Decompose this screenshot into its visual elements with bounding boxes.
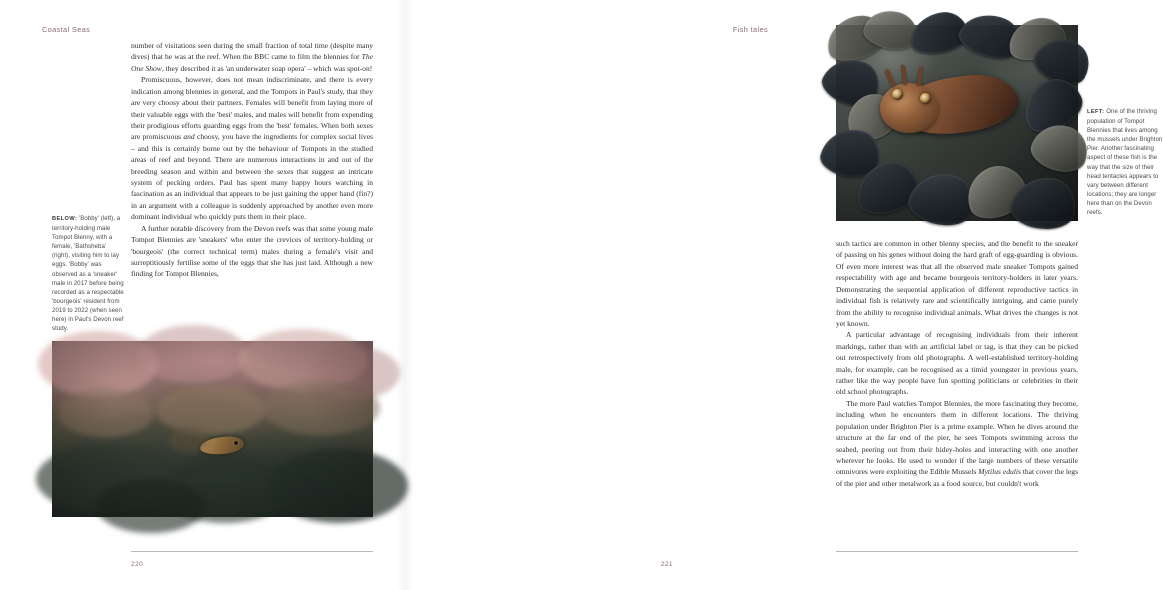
running-head-verso: Coastal Seas [42, 25, 91, 34]
verso-paragraph: number of visitations seen during the small fraction of total time (despite many dives) that he was at the reef. When the BBC came to film the blennies for The One Show, they described it as 'an underwater soap opera' – which was spot-on! [131, 41, 373, 73]
recto-body-text [836, 238, 1078, 489]
verso-body-text [131, 40, 373, 280]
recto-footer-rule [836, 551, 1078, 552]
caption-body: 'Bobby' (left), a territory-holding male Tompot Blenny, with a female, 'Bathsheba' (right), visiting him to lay eggs. 'Bobby' was observed as a 'sneaker' male in 2017 before being recorded as a respectable 'bourgeois' resident from 2019 to 2022 (when seen here) in Paul's Devon reef study. [52, 215, 124, 333]
recto-photo-caption [1087, 107, 1163, 217]
caption-lead-label: LEFT: [1087, 109, 1105, 115]
verso-reef-photograph [52, 341, 373, 517]
recto-blenny-photograph [836, 25, 1078, 221]
recto-paragraph: A particular advantage of recognising individuals from their inherent markings, rather than with an artificial label or tag, is that they can be picked out retrospectively from old photographs. A well-established territory-holding male, for example, can be recognised as a timid youngster in previous years, rather like the way people have fun spotting politicians or celebrities in their old school photographs. [836, 330, 1078, 397]
recto-page [405, 0, 1163, 590]
verso-photo-caption [52, 214, 124, 333]
running-head-recto: Fish tales [732, 25, 768, 34]
verso-paragraph: Promiscuous, however, does not mean indiscriminate, and there is every indication among blennies in general, and the Tompots in Paul's study, that they are very choosy about their partners. Females will benefit from laying more of their valuable eggs with the 'best' males, and males will benefit from expending their prodigious efforts guarding eggs from the 'best' females. When both sexes are promiscuous and choosy, you have the ingredients for complex social lives – and this is certainly borne out by the behaviour of Tompots in the studied areas of reef and beyond. There are numerous interactions in and out of the breeding season and within and between the sexes that suggest an intricate system of pecking orders. Paul has spent many happy hours watching in fascination as an individual that appears to be just gaining the upper hand (fin?) in an argument with a colleague is suddenly approached by another even more dominant individual who quickly puts them in their place. [131, 75, 373, 222]
recto-page-number: 221 [660, 561, 673, 568]
verso-paragraph: A further notable discovery from the Devon reefs was that some young male Tompot Blennies are 'sneakers' who enter the crevices of territory-holding or 'bourgeois' (the correct technical term) males during a female's visit and surreptitiously fertilise some of the eggs that she has just laid. Although a new finding for Tompot Blennies, [131, 223, 373, 279]
caption-lead-label: BELOW: [52, 216, 78, 222]
recto-paragraph: The more Paul watches Tompot Blennies, the more fascinating they become, including when he encounters them in different locations. The thriving population under Brighton Pier is a prime example. When he dives around the structure at the far end of the pier, he sees Tompots swimming across the seabed, peering out from their hidey-holes and interacting with one another wherever he looks. He used to wonder if the large numbers of these versatile omnivores were exploiting the Edible Mussels Mytilus edulis that cover the legs of the pier and other metalwork as a food source, but couldn't work [836, 398, 1079, 488]
verso-footer-rule [131, 551, 373, 552]
caption-body: One of the thriving population of Tompot Blennies that lives among the mussels under Brighton Pier. Another fascinating aspect of these fish is the way that the size of their head tentacles appears to vary between different locations; they are longer here than on the Devon reefs. [1087, 108, 1163, 217]
recto-paragraph: such tactics are common in other blenny species, and the benefit to the sneaker of passing on his genes without doing the hard graft of egg-guarding is obvious. Of even more interest was that all the observed male sneaker Tompots gained respectability with age and became bourgeois territory-holders in later years. Demonstrating the sequential application of different reproductive tactics in individual fish is relatively rare and scientifically intriguing, and came purely from the ability to recognise individual animals. What drives the changes is not yet known. [836, 239, 1078, 328]
verso-page [0, 0, 405, 590]
verso-page-number: 220 [131, 561, 144, 568]
